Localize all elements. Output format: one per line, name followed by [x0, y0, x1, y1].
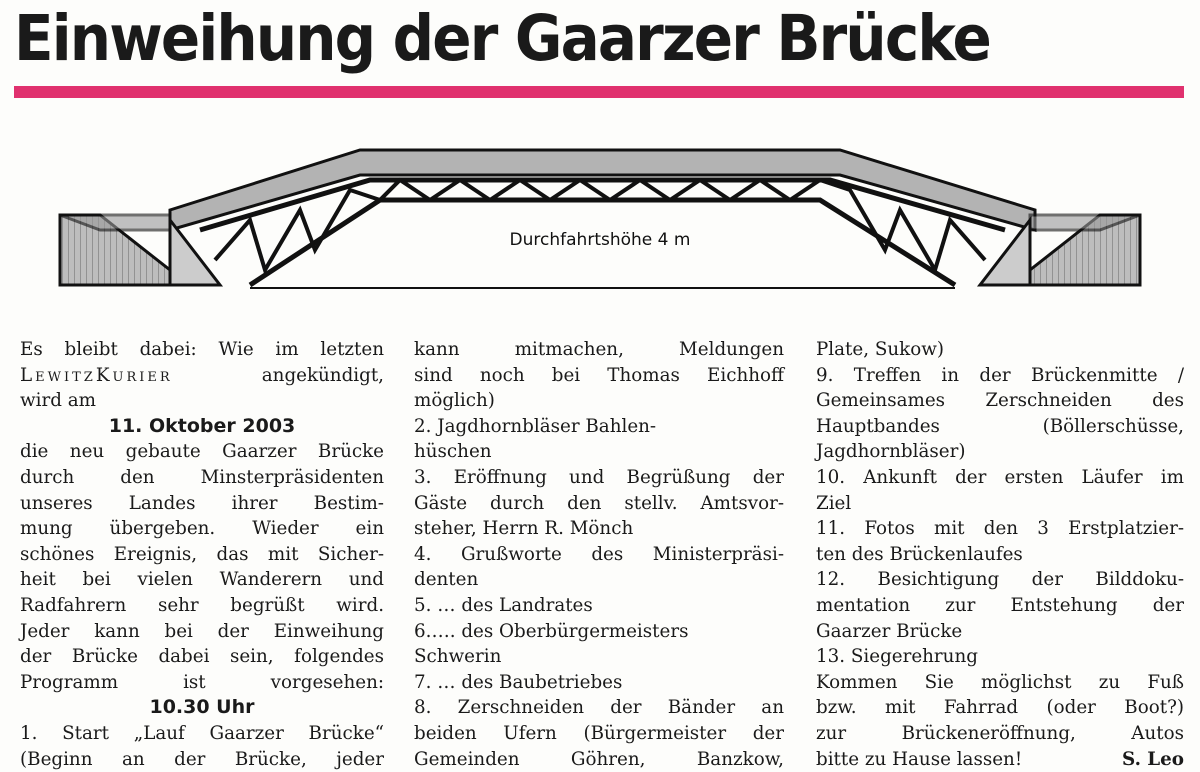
text-line: schönes Ereignis, das mit Sicher- — [20, 542, 384, 568]
program-item: 8. Zerschneiden der Bänder an — [414, 695, 784, 721]
bridge-illustration — [50, 120, 1150, 300]
program-item: 11. Fotos mit den 3 Erstplatzier- — [816, 516, 1184, 542]
text-line: Gaarzer Brücke — [816, 619, 1184, 645]
headline: Einweihung der Gaarzer Brücke — [14, 0, 1100, 78]
text-line: 1. Start „Lauf Gaarzer Brücke“ — [20, 721, 384, 747]
accent-rule — [14, 86, 1184, 98]
event-time: 10.30 Uhr — [20, 695, 384, 721]
text-line: Es bleibt dabei: Wie im letzten — [20, 337, 384, 363]
text-line: Ziel — [816, 491, 1184, 517]
text-line: LewitzKurier angekündigt, — [20, 363, 384, 389]
program-item: 12. Besichtigung der Bilddoku- — [816, 567, 1184, 593]
text-line: kann mitmachen, Meldungen — [414, 337, 784, 363]
event-date: 11. Oktober 2003 — [20, 414, 384, 440]
text-line: zur Brückeneröffnung, Autos — [816, 721, 1184, 747]
right-stairs — [980, 215, 1140, 285]
article-column-3 — [816, 337, 1184, 772]
text-line: möglich) — [414, 388, 784, 414]
bridge-caption: Durchfahrtshöhe 4 m — [470, 230, 730, 250]
text-line: Jagdhornbläser) — [816, 439, 1184, 465]
text-line: Gäste durch den stellv. Amtsvor- — [414, 491, 784, 517]
text-line: durch den Minsterpräsidenten — [20, 465, 384, 491]
text-line: Schwerin — [414, 644, 784, 670]
program-item: 10. Ankunft der ersten Läufer im — [816, 465, 1184, 491]
article-column-2 — [414, 337, 784, 772]
text-line: sind noch bei Thomas Eichhoff — [414, 363, 784, 389]
text-line: Plate, Sukow) — [816, 337, 1184, 363]
text-line: Hauptbandes (Böllerschüsse, — [816, 414, 1184, 440]
text-line: der Brücke dabei sein, folgendes — [20, 644, 384, 670]
text-line: mung übergeben. Wieder ein — [20, 516, 384, 542]
left-stairs — [60, 215, 220, 285]
author-signature: S. Leo — [1122, 747, 1184, 772]
program-item: 5. … des Landrates — [414, 593, 784, 619]
text-line: Kommen Sie möglichst zu Fuß — [816, 670, 1184, 696]
text-line: Gemeinden Göhren, Banzkow, — [414, 747, 784, 772]
text-line: die neu gebaute Gaarzer Brücke — [20, 439, 384, 465]
text-line: Jeder kann bei der Einweihung — [20, 619, 384, 645]
text-line: mentation zur Entstehung der — [816, 593, 1184, 619]
article-column-1 — [20, 337, 384, 772]
text-line: (Beginn an der Brücke, jeder — [20, 747, 384, 772]
text-line: beiden Ufern (Bürgermeister der — [414, 721, 784, 747]
text-line: steher, Herrn R. Mönch — [414, 516, 784, 542]
text-line: bzw. mit Fahrrad (oder Boot?) — [816, 695, 1184, 721]
program-item: 3. Eröffnung und Begrüßung der — [414, 465, 784, 491]
program-item: 7. … des Baubetriebes — [414, 670, 784, 696]
program-item: 9. Treffen in der Brückenmitte / — [816, 363, 1184, 389]
program-item: 6.…. des Oberbürgermeisters — [414, 619, 784, 645]
text-line: wird am — [20, 388, 384, 414]
program-item: 2. Jagdhornbläser Bahlen- — [414, 414, 784, 440]
newspaper-name: LewitzKurier — [20, 365, 173, 386]
text-line: Gemeinsames Zerschneiden des — [816, 388, 1184, 414]
program-item: 13. Siegerehrung — [816, 644, 1184, 670]
text-line: hüschen — [414, 439, 784, 465]
text-line: heit bei vielen Wanderern und — [20, 567, 384, 593]
text-line: Radfahrern sehr begrüßt wird. — [20, 593, 384, 619]
text-line: ten des Brückenlaufes — [816, 542, 1184, 568]
program-item: 4. Grußworte des Ministerpräsi- — [414, 542, 784, 568]
text-line: denten — [414, 567, 784, 593]
text-line: bitte zu Hause lassen! S. Leo — [816, 747, 1184, 772]
text-line: unseres Landes ihrer Bestim- — [20, 491, 384, 517]
text-line: Programm ist vorgesehen: — [20, 670, 384, 696]
